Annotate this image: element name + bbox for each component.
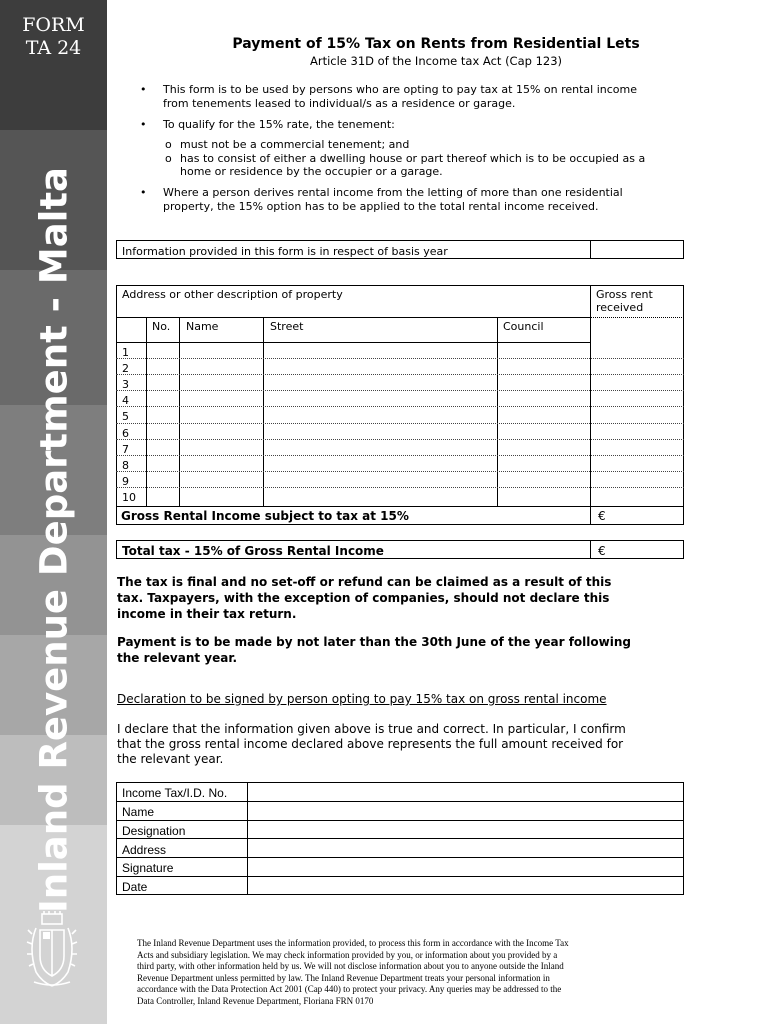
bullet-3-line2: property, the 15% option has to be applied to the total rental income received.	[163, 200, 599, 213]
row-number: 4	[122, 394, 129, 407]
sub-bullet-2-line1: has to consist of either a dwelling house or part thereof which is to be occupied as a	[180, 152, 646, 165]
row-number: 2	[122, 362, 129, 375]
privacy-line2: Acts and subsidiary legislation. We may check information provided by you, or information about you provided by a	[137, 949, 558, 960]
row-number: 3	[122, 378, 129, 391]
gross-rent-header-line2: received	[596, 301, 644, 314]
page-subtitle: Article 31D of the Income tax Act (Cap 123)	[309, 54, 563, 68]
bullet-1-line2: from tenements leased to individual/s as a residence or garage.	[163, 97, 516, 110]
field-label-address: Address	[122, 843, 167, 857]
gross-rent-column-input[interactable]	[591, 318, 683, 506]
address-field[interactable]	[248, 839, 683, 857]
form-label-line1: FORM	[22, 14, 85, 36]
privacy-line1: The Inland Revenue Department uses the information provided, to process this form in accordance with the Income Tax	[137, 938, 569, 948]
col-header-council: Council	[503, 320, 544, 333]
tax-id-field[interactable]	[248, 783, 683, 801]
privacy-line4: Revenue Department unless permitted by law. The Inland Revenue Department treats your personal information in	[137, 972, 550, 983]
gross-total-label: Gross Rental Income subject to tax at 15%	[121, 509, 409, 523]
declaration-text	[117, 722, 687, 767]
declaration-line2: that the gross rental income declared above represents the full amount received for	[117, 737, 624, 751]
payment-note-line1: Payment is to be made by not later than the 30th June of the year following	[117, 635, 631, 649]
privacy-line3: third party, with other information held by us. We will not disclose information about you to anyone outside the Inland	[137, 961, 564, 971]
basis-year-input[interactable]	[591, 241, 683, 258]
declaration-heading: Declaration to be signed by person opting to pay 15% tax on gross rental income	[117, 692, 607, 706]
payment-deadline-note	[117, 634, 677, 666]
department-vertical-title: Inland Revenue Department - Malta	[32, 166, 75, 914]
property-name-column-input[interactable]	[180, 343, 263, 506]
final-tax-note-line3: income in their tax return.	[117, 607, 297, 621]
designation-field[interactable]	[248, 821, 683, 838]
declaration-line1: I declare that the information given above is true and correct. In particular, I confirm	[117, 722, 626, 736]
bullet-icon: •	[140, 118, 147, 131]
property-no-column-input[interactable]	[147, 343, 179, 506]
sub-bullet-icon: o	[165, 138, 172, 151]
bullet-icon: •	[140, 186, 147, 199]
col-header-name: Name	[186, 320, 219, 333]
payment-note-line2: the relevant year.	[117, 651, 238, 665]
row-number: 8	[122, 459, 129, 472]
gross-total-input[interactable]	[611, 508, 683, 524]
total-tax-input[interactable]	[611, 542, 683, 558]
row-number: 1	[122, 346, 129, 359]
euro-symbol: €	[598, 544, 606, 558]
final-tax-note	[117, 574, 677, 622]
field-label-tax-id: Income Tax/I.D. No.	[122, 786, 228, 800]
name-field[interactable]	[248, 802, 683, 820]
signature-field[interactable]	[248, 858, 683, 876]
row-number: 6	[122, 427, 129, 440]
sub-bullet-2-line2: home or residence by the occupier or a garage.	[180, 165, 443, 178]
row-number: 9	[122, 475, 129, 488]
bullet-2: To qualify for the 15% rate, the tenement:	[163, 118, 395, 131]
form-label	[0, 14, 107, 60]
address-header: Address or other description of property	[122, 288, 343, 301]
form-label-line2: TA 24	[25, 37, 82, 59]
field-label-signature: Signature	[122, 861, 174, 875]
final-tax-note-line1: The tax is final and no set-off or refund can be claimed as a result of this	[117, 575, 612, 589]
property-council-column-input[interactable]	[498, 343, 590, 506]
row-number: 5	[122, 410, 129, 423]
privacy-line5: accordance with the Data Protection Act 2001 (Cap 440) to protect your privacy. Any queries may be addressed to the	[137, 984, 562, 994]
total-tax-label: Total tax - 15% of Gross Rental Income	[122, 544, 384, 558]
bullet-icon: •	[140, 83, 147, 96]
basis-year-label: Information provided in this form is in respect of basis year	[122, 245, 448, 258]
gross-rent-header-line1: Gross rent	[596, 288, 653, 301]
sub-bullet-1: must not be a commercial tenement; and	[180, 138, 410, 151]
row-number: 7	[122, 443, 129, 456]
final-tax-note-line2: tax. Taxpayers, with the exception of companies, should not declare this	[117, 591, 610, 605]
property-street-column-input[interactable]	[264, 343, 497, 506]
col-header-street: Street	[270, 320, 304, 333]
col-header-no: No.	[152, 320, 171, 333]
bullet-1-line1: This form is to be used by persons who are opting to pay tax at 15% on rental income	[163, 83, 638, 96]
field-label-name: Name	[122, 805, 155, 819]
privacy-line6: Data Controller, Inland Revenue Department, Floriana FRN 0170	[137, 995, 374, 1006]
declaration-line3: the relevant year.	[117, 752, 224, 766]
field-label-date: Date	[122, 880, 148, 894]
sidebar	[0, 0, 107, 1024]
bullet-3-line1: Where a person derives rental income from the letting of more than one residential	[163, 186, 623, 199]
row-number: 10	[122, 491, 136, 504]
field-label-designation: Designation	[122, 824, 186, 838]
euro-symbol: €	[598, 509, 606, 523]
date-field[interactable]	[248, 877, 683, 894]
page-title: Payment of 15% Tax on Rents from Residential Lets	[232, 36, 640, 52]
privacy-notice	[137, 938, 667, 1007]
sub-bullet-icon: o	[165, 152, 172, 165]
malta-crest-icon	[22, 910, 82, 990]
